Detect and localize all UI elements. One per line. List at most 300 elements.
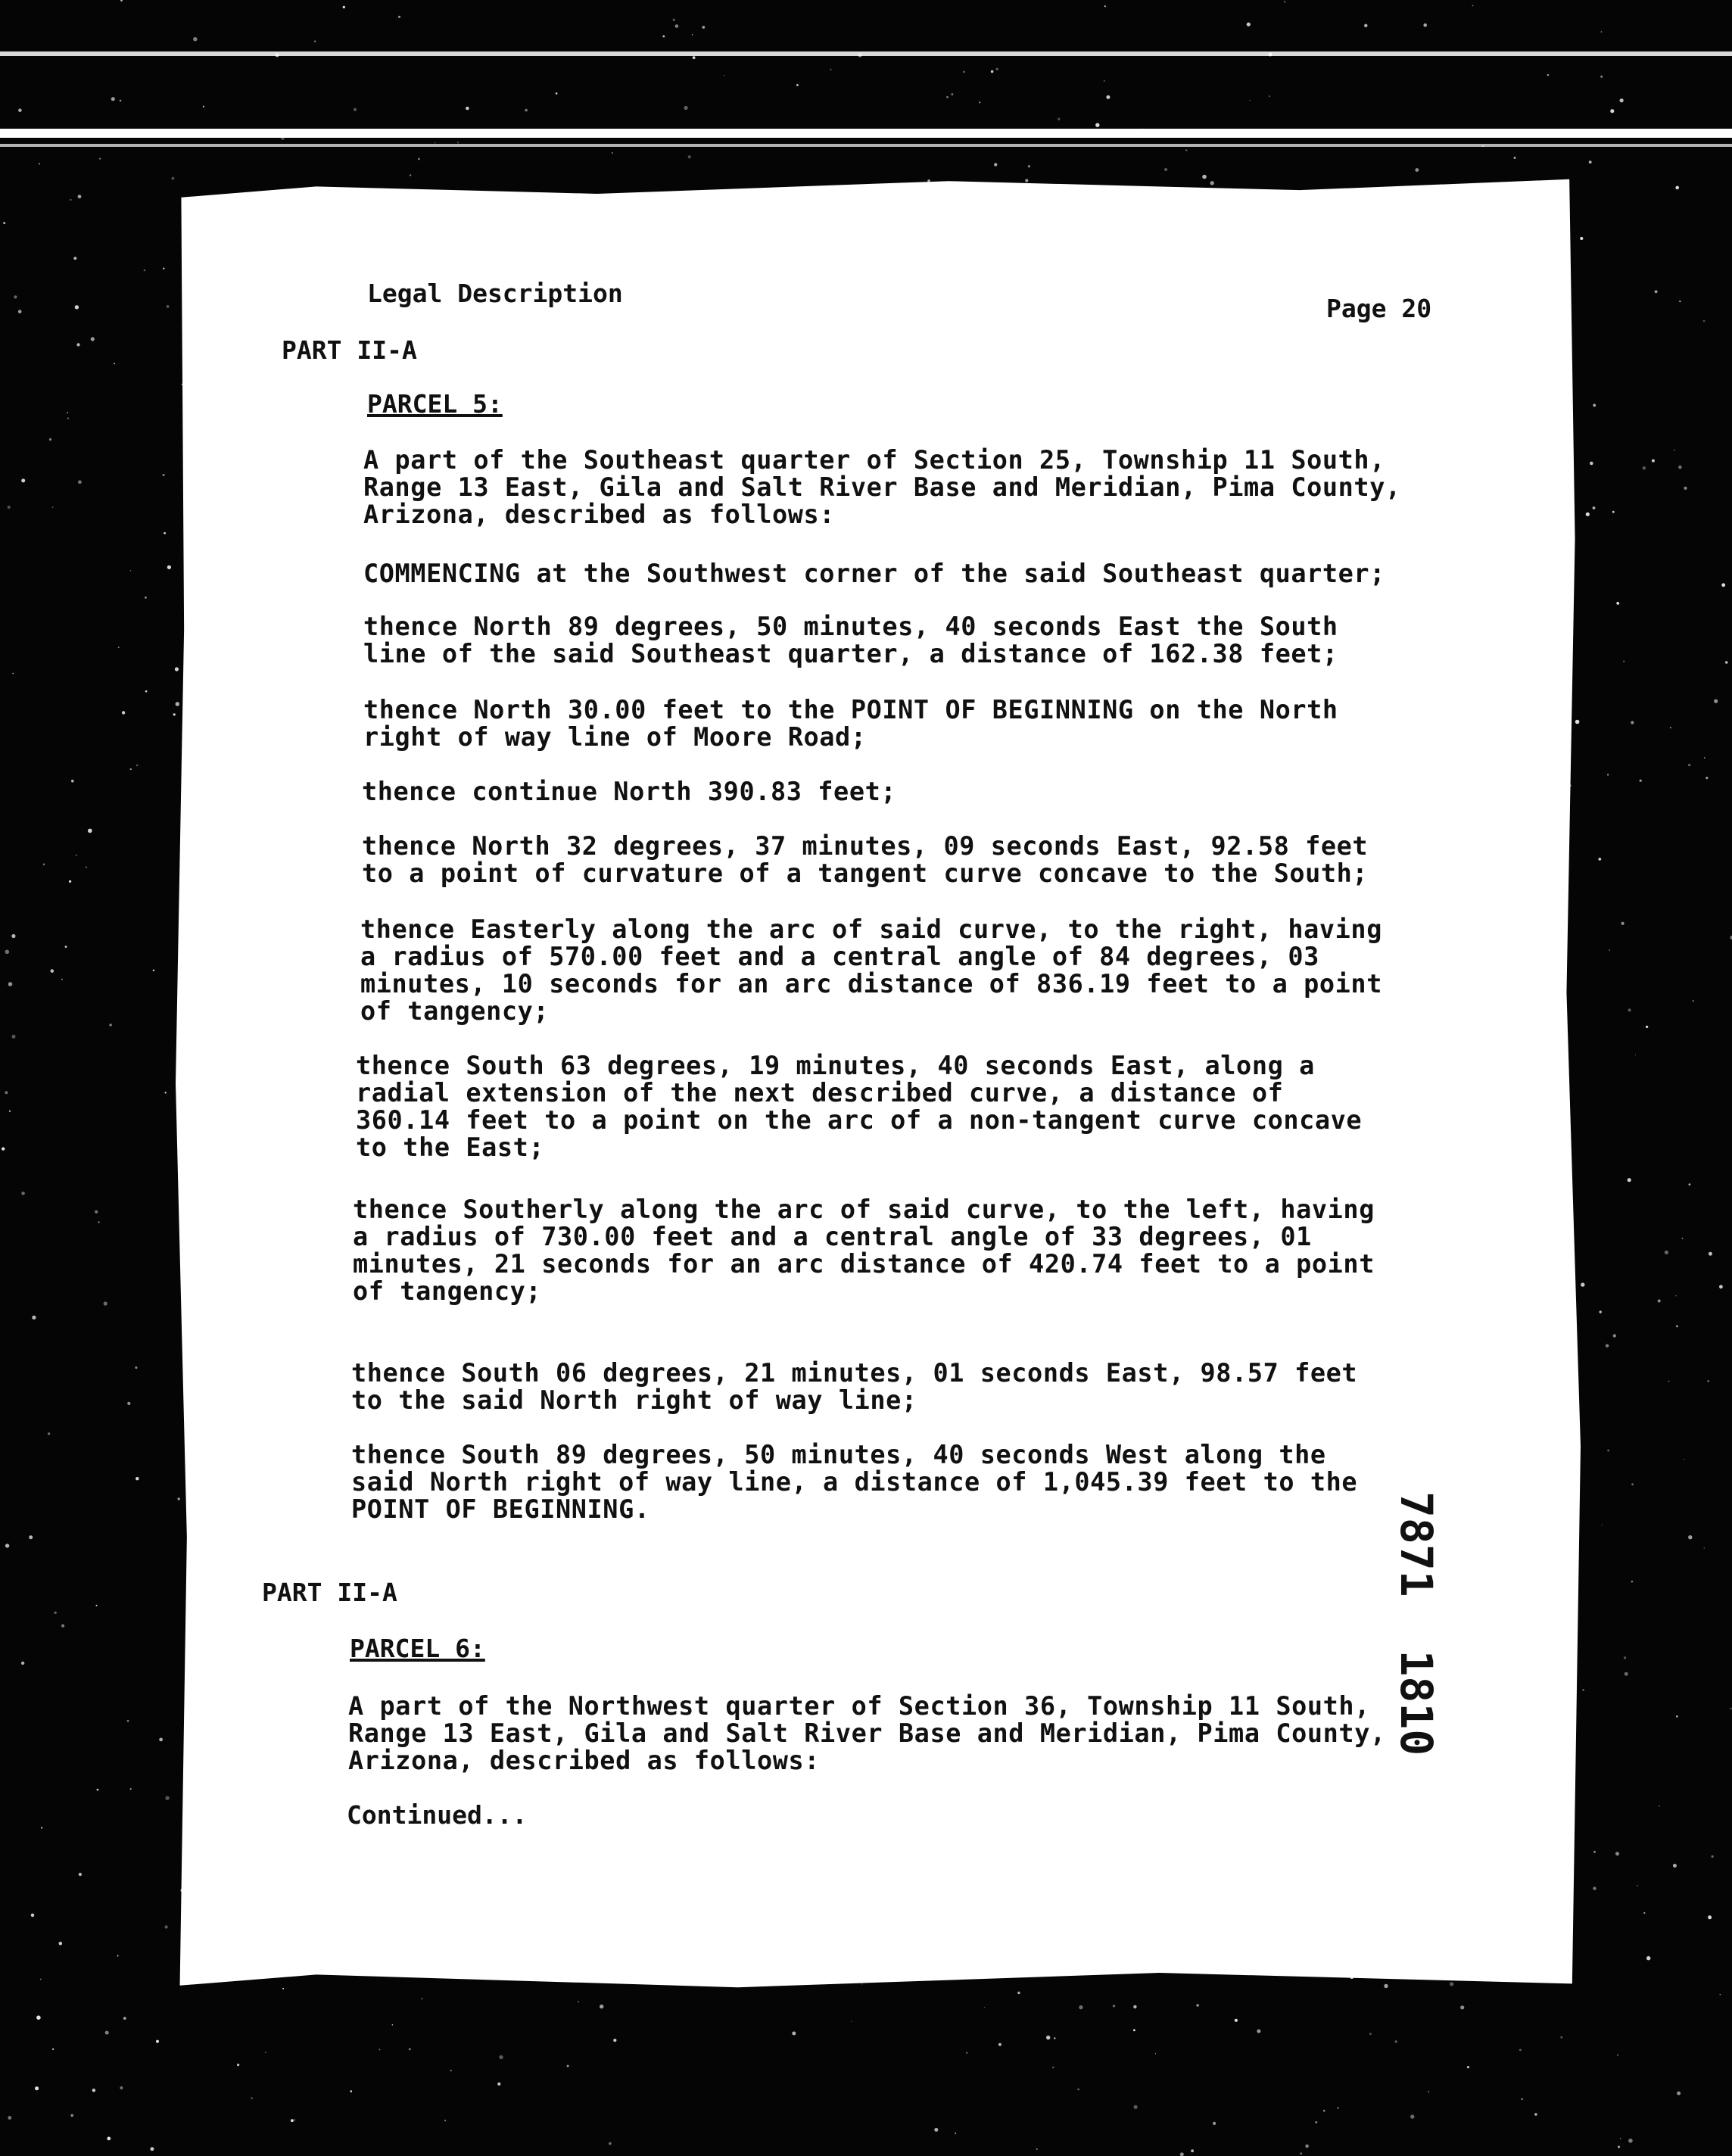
speckle — [1704, 757, 1706, 759]
speckle — [1631, 721, 1634, 724]
speckle — [1133, 2005, 1136, 2008]
speckle — [1482, 145, 1484, 147]
speckle — [1709, 1252, 1712, 1256]
speckle — [39, 163, 40, 164]
speckle — [1106, 95, 1110, 99]
speckle — [294, 2119, 295, 2120]
speckle — [1095, 123, 1099, 127]
speckle — [457, 142, 459, 143]
speckle — [36, 2015, 41, 2020]
speckle — [1134, 2105, 1138, 2109]
speckle — [1593, 1851, 1596, 1853]
speckle — [1213, 2122, 1216, 2125]
speckle — [1036, 2148, 1038, 2150]
speckle — [1315, 2121, 1317, 2123]
speckle — [99, 158, 101, 160]
speckle — [1079, 2005, 1082, 2009]
speckle — [1337, 2107, 1338, 2108]
speckle — [1610, 109, 1614, 113]
speckle — [612, 152, 613, 154]
speckle — [1364, 24, 1367, 27]
speckle — [1046, 2036, 1050, 2039]
speckle — [49, 438, 51, 441]
speckle — [1514, 157, 1516, 159]
speckle — [702, 26, 705, 29]
speckle — [164, 1925, 167, 1928]
speckle — [1460, 2005, 1464, 2009]
speckle — [1598, 858, 1601, 861]
speckle — [1624, 1656, 1626, 1659]
speckle — [120, 2086, 123, 2089]
speckle — [40, 1979, 41, 1980]
speckle — [588, 135, 590, 137]
speckle — [91, 337, 95, 341]
speckle — [104, 1301, 107, 1305]
speckle — [991, 70, 994, 73]
speckle — [1593, 404, 1596, 407]
speckle — [51, 969, 55, 973]
speckle — [1688, 764, 1691, 767]
speckle — [18, 108, 22, 112]
speckle — [172, 177, 175, 180]
speckle — [130, 1788, 132, 1790]
speckle — [145, 690, 148, 693]
speckle — [203, 106, 204, 107]
speckle — [1210, 181, 1214, 185]
paragraph: A part of the Southeast quarter of Section 25, Township 11 South, Range 13 East, Gila and Salt River Base and Meridian, Pima County, Arizona, described as follows: — [363, 445, 1401, 529]
speckle — [1673, 1864, 1677, 1868]
speckle — [946, 96, 949, 98]
speckle — [1684, 487, 1687, 490]
paragraph: thence South 63 degrees, 19 minutes, 40 seconds East, along a radial extension of the next described curve, a distance of 360.14 feet to a point on the arc of a non-tangent curve concave to the East; — [356, 1051, 1363, 1162]
speckle — [1284, 1, 1285, 2]
speckle — [1607, 1450, 1609, 1452]
speckle — [684, 106, 688, 110]
speckle — [392, 2024, 394, 2026]
speckle — [237, 2064, 239, 2066]
speckle — [61, 1625, 64, 1628]
speckle — [994, 163, 997, 166]
speckle — [164, 532, 166, 534]
speckle — [282, 1988, 284, 1989]
speckle — [29, 1535, 33, 1539]
speckle — [5, 950, 10, 955]
speckle — [159, 1738, 163, 1742]
speckle — [1665, 1251, 1668, 1254]
speckle — [71, 780, 74, 783]
speckle — [175, 667, 179, 671]
speckle — [979, 101, 980, 103]
speckle — [1580, 237, 1583, 240]
speckle — [613, 2039, 616, 2042]
speckle — [1593, 1886, 1596, 1890]
speckle — [92, 2089, 95, 2092]
speckle — [67, 417, 69, 419]
speckle — [998, 2043, 1002, 2046]
page-number: Page 20 — [1326, 294, 1432, 323]
speckle — [35, 2086, 39, 2090]
speckle — [55, 1612, 57, 1614]
speckle — [65, 946, 67, 948]
speckle — [1670, 727, 1671, 728]
speckle — [1180, 2152, 1184, 2156]
speckle — [73, 257, 76, 260]
speckle — [675, 24, 679, 28]
speckle — [1714, 699, 1718, 703]
speckle — [145, 597, 147, 599]
speckle — [173, 713, 176, 715]
speckle — [466, 107, 469, 110]
speckle — [1155, 2053, 1156, 2054]
speckle — [59, 1942, 63, 1946]
paragraph: thence Southerly along the arc of said curve, to the left, having a radius of 730.00 feet and a central angle of 33 degrees, 01 minutes, 21 seconds for an arc distance of 420.74 feet to a point of tangency; — [353, 1195, 1375, 1306]
speckle — [1300, 2152, 1302, 2154]
speckle — [1689, 1183, 1691, 1185]
speckle — [1646, 1026, 1648, 1028]
speckle — [1077, 2089, 1079, 2091]
speckle — [499, 2055, 503, 2059]
speckle — [1586, 513, 1590, 516]
speckle — [1659, 1805, 1660, 1807]
speckle — [1467, 2066, 1469, 2068]
speckle — [1620, 98, 1624, 102]
speckle — [955, 2133, 956, 2134]
speckle — [136, 765, 139, 767]
speckle — [1560, 2036, 1562, 2039]
speckle — [1607, 774, 1609, 775]
speckle — [1054, 2037, 1055, 2039]
speckle — [21, 1192, 25, 1195]
speckle — [1017, 1992, 1020, 1994]
speckle — [118, 646, 120, 648]
speckle — [1104, 80, 1105, 82]
speckle — [609, 2142, 612, 2145]
paragraph: thence North 30.00 feet to the POINT OF BEGINNING on the North right of way line of Moore Road; — [363, 695, 1338, 752]
speckle — [14, 295, 17, 298]
speckle — [762, 136, 763, 137]
speckle — [1668, 1381, 1670, 1382]
speckle — [1652, 460, 1655, 463]
speckle — [12, 1035, 16, 1039]
speckle — [1028, 165, 1030, 167]
speckle — [1113, 2005, 1115, 2007]
speckle — [105, 2031, 109, 2035]
speckle — [86, 867, 87, 868]
speckle — [418, 158, 420, 160]
speckle — [1428, 2091, 1429, 2092]
speckle — [861, 1983, 862, 1984]
speckle — [5, 1091, 8, 1094]
speckle — [216, 132, 219, 134]
speckle — [1621, 922, 1625, 925]
speckle — [398, 16, 400, 18]
speckle — [692, 34, 693, 36]
parcel-heading-5: PARCEL 5: — [367, 389, 503, 419]
speckle — [1450, 1982, 1453, 1986]
speckle — [1615, 1852, 1619, 1855]
speckle — [966, 2052, 967, 2054]
speckle — [567, 2065, 569, 2067]
speckle — [1693, 1000, 1694, 1002]
speckle — [1423, 23, 1427, 27]
speckle — [421, 1998, 422, 1999]
speckle — [1305, 2145, 1309, 2148]
speckle — [673, 19, 675, 21]
speckle — [830, 69, 831, 70]
speckle — [1721, 583, 1725, 587]
document-stamp-number: 7871 1810 — [1391, 1491, 1442, 1756]
speckle — [1678, 466, 1682, 469]
paragraph: thence South 06 degrees, 21 minutes, 01 seconds East, 98.57 feet to the said North right of way line; — [351, 1358, 1358, 1415]
speckle — [52, 506, 54, 508]
speckle — [122, 711, 125, 714]
speckle — [963, 71, 965, 73]
speckle — [1677, 2092, 1681, 2095]
speckle — [79, 1873, 82, 1876]
speckle — [75, 305, 79, 309]
speckle — [1133, 2029, 1135, 2031]
speckle — [193, 37, 197, 41]
speckle — [1590, 462, 1593, 466]
speckle — [8, 982, 13, 986]
speckle — [995, 68, 998, 71]
speckle — [1185, 149, 1187, 151]
speckle — [1142, 129, 1143, 130]
speckle — [153, 970, 154, 971]
speckle — [1643, 466, 1646, 469]
speckle — [31, 1914, 35, 1918]
speckle — [11, 934, 15, 938]
part-heading-1: PART II-A — [282, 335, 417, 365]
paragraph: A part of the Northwest quarter of Section 36, Township 11 South, Range 13 East, Gila and Salt River Base and Meridian, Pima County, Arizona, described as follows: — [348, 1691, 1386, 1775]
speckle — [41, 1827, 42, 1828]
speckle — [176, 702, 179, 706]
speckle — [120, 100, 122, 102]
speckle — [1730, 1708, 1731, 1709]
speckle — [1247, 23, 1251, 26]
speckle — [1637, 1885, 1638, 1886]
speckle — [1191, 2149, 1194, 2152]
speckle — [8, 2116, 11, 2120]
speckle — [167, 565, 171, 569]
speckle — [858, 53, 862, 57]
speckle — [52, 2049, 54, 2050]
speckle — [1682, 1238, 1684, 1239]
speckle — [1618, 2146, 1620, 2148]
speckle — [497, 2083, 500, 2086]
speckle — [1601, 31, 1603, 33]
speckle — [163, 474, 165, 476]
document-title: Legal Description — [367, 279, 623, 308]
speckle — [851, 2021, 852, 2022]
speckle — [525, 109, 528, 112]
speckle — [1679, 301, 1681, 302]
speckle — [111, 97, 115, 101]
speckle — [578, 2001, 579, 2002]
speckle — [88, 829, 92, 833]
speckle — [150, 2147, 154, 2151]
speckle — [1628, 1008, 1631, 1011]
speckle — [343, 6, 345, 8]
speckle — [96, 1605, 98, 1606]
continued-label: Continued... — [347, 1800, 528, 1830]
speckle — [1250, 100, 1251, 101]
speckle — [78, 195, 82, 198]
speckle — [120, 0, 123, 2]
speckle — [1052, 2067, 1054, 2069]
speckle — [1415, 168, 1419, 172]
paragraph: thence Easterly along the arc of said curve, to the right, having a radius of 570.00 feet and a central angle of 84 degrees, 03 minutes, 10 seconds for an arc distance of 836.19 feet to a point of tangency; — [360, 914, 1382, 1026]
speckle — [1164, 168, 1167, 171]
speckle — [1613, 1334, 1616, 1337]
speckle — [1606, 1344, 1609, 1348]
speckle — [712, 130, 715, 134]
speckle — [70, 2114, 73, 2117]
speckle — [1719, 1285, 1723, 1288]
speckle — [3, 222, 5, 224]
speckle — [444, 2120, 446, 2121]
speckle — [1708, 1380, 1709, 1382]
speckle — [130, 768, 132, 770]
speckle — [1589, 160, 1592, 164]
speckle — [1456, 131, 1459, 133]
speckle — [95, 1210, 98, 1214]
speckle — [291, 2119, 294, 2122]
speckle — [1706, 777, 1708, 779]
speckle — [281, 136, 285, 140]
speckle — [688, 155, 691, 158]
speckle — [1643, 1912, 1645, 1914]
speckle — [1547, 74, 1550, 76]
speckle — [1410, 2114, 1414, 2118]
speckle — [1704, 1547, 1705, 1548]
speckle — [96, 1789, 98, 1791]
speckle — [1581, 1282, 1584, 1286]
paragraph: thence North 32 degrees, 37 minutes, 09 seconds East, 92.58 feet to a point of curvature of a tangent curve concave to the South; — [362, 831, 1369, 888]
speckle — [1640, 780, 1642, 782]
speckle — [450, 2070, 452, 2071]
part-heading-2: PART II-A — [262, 1578, 397, 1607]
speckle — [1646, 1956, 1650, 1960]
speckle — [1058, 118, 1060, 120]
speckle — [165, 1796, 169, 1800]
speckle — [1609, 949, 1610, 950]
speckle — [18, 310, 22, 313]
speckle — [107, 2137, 111, 2141]
speckle — [1616, 602, 1619, 605]
speckle — [114, 363, 115, 365]
speckle — [1472, 5, 1474, 7]
speckle — [1269, 53, 1273, 57]
speckle — [1257, 2030, 1260, 2033]
speckle — [9, 1111, 11, 1112]
speckle — [1712, 1855, 1714, 1858]
speckle — [1676, 1326, 1678, 1328]
speckle — [98, 1221, 100, 1223]
speckle — [2, 1147, 5, 1150]
speckle — [1202, 175, 1207, 179]
speckle — [410, 174, 411, 176]
speckle — [167, 305, 170, 308]
speckle — [109, 1023, 111, 1026]
speckle — [1369, 2033, 1372, 2035]
speckle — [123, 2017, 126, 2020]
speckle — [1628, 2139, 1633, 2143]
speckle — [21, 478, 25, 482]
speckle — [43, 864, 45, 866]
speckle — [1593, 506, 1596, 509]
speckle — [251, 2097, 253, 2099]
speckle — [1600, 1310, 1602, 1313]
paragraph: thence continue North 390.83 feet; — [362, 777, 897, 806]
speckle — [1196, 2004, 1198, 2006]
speckle — [67, 412, 68, 413]
speckle — [1674, 450, 1675, 451]
speckle — [1534, 2113, 1537, 2115]
speckle — [379, 2049, 381, 2050]
speckle — [1625, 1672, 1628, 1676]
speckle — [796, 84, 799, 86]
speckle — [61, 979, 63, 980]
speckle — [48, 1432, 50, 1435]
speckle — [409, 2049, 411, 2051]
speckle — [1675, 186, 1679, 190]
speckle — [276, 53, 279, 57]
speckle — [76, 343, 79, 346]
speckle — [177, 1497, 180, 1500]
speckle — [265, 2052, 266, 2053]
speckle — [951, 93, 953, 95]
speckle — [792, 2032, 796, 2036]
speckle — [1521, 2098, 1523, 2101]
speckle — [1395, 2040, 1397, 2042]
speckle — [1600, 76, 1603, 78]
paragraph: thence North 89 degrees, 50 minutes, 40 seconds East the South line of the said Southeast quarter, a distance of 162.38 feet; — [363, 612, 1338, 668]
speckle — [117, 1955, 119, 1957]
speckle — [662, 36, 665, 38]
speckle — [929, 179, 930, 181]
speckle — [136, 1477, 139, 1480]
speckle — [354, 108, 357, 111]
paragraph: COMMENCING at the Southwest corner of the said Southeast quarter; — [363, 559, 1385, 588]
speckle — [8, 506, 11, 509]
speckle — [32, 1316, 36, 1319]
paragraph: thence South 89 degrees, 50 minutes, 40 seconds West along the said North right of way line, a distance of 1,045.39 feet to the POINT OF BEGINNING. — [351, 1440, 1358, 1524]
speckle — [1675, 1295, 1676, 1296]
speckle — [1631, 1581, 1633, 1582]
speckle — [600, 2005, 603, 2008]
speckle — [1519, 2049, 1522, 2052]
speckle — [1631, 1483, 1634, 1485]
speckle — [127, 1720, 129, 1722]
speckle — [1612, 511, 1615, 513]
speckle — [1720, 1994, 1721, 1995]
speckle — [350, 2090, 353, 2092]
parcel-heading-6: PARCEL 6: — [350, 1634, 485, 1663]
speckle — [1623, 661, 1625, 662]
speckle — [21, 1662, 24, 1665]
speckle — [1582, 1689, 1584, 1691]
speckle — [135, 1366, 137, 1369]
speckle — [1676, 1715, 1678, 1718]
speckle — [1620, 2138, 1621, 2139]
speckle — [12, 673, 14, 675]
speckle — [69, 880, 71, 883]
speckle — [163, 268, 164, 270]
speckle — [556, 92, 558, 95]
speckle — [1025, 179, 1028, 182]
speckle — [984, 2007, 985, 2008]
